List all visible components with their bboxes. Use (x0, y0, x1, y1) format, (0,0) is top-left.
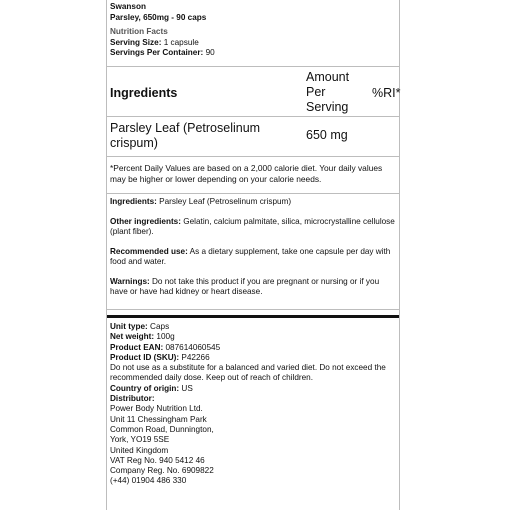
product-sku (110, 353, 400, 363)
servings-label: Servings Per Container: (110, 48, 204, 57)
ingredients-column-header: Ingredients (110, 86, 178, 100)
unit-type (110, 322, 400, 332)
distributor-line: Power Body Nutrition Ltd. (110, 404, 203, 414)
ingredient-amount: 650 mg (306, 128, 348, 142)
distributor-line: Common Road, Dunnington, (110, 424, 214, 434)
amount-column-header (306, 70, 364, 115)
warnings-value: Do not take this product if you are pregnant or nursing or if you have or have had kidney or heart disease. (110, 276, 380, 296)
country-of-origin-label: Country of origin: (110, 383, 180, 393)
servings-value: 90 (205, 48, 215, 57)
product-name: Parsley, 650mg - 90 caps (110, 12, 207, 22)
serving-size-label: Serving Size: (110, 37, 162, 47)
serving-size (110, 38, 402, 49)
ingredients-detail-value: Parsley Leaf (Petroselinum crispum) (159, 197, 292, 206)
distributor-line: VAT Reg No. 940 5412 46 (110, 455, 205, 465)
ingredients-detail-label: Ingredients: (110, 197, 157, 206)
details-section (107, 194, 399, 310)
amount-header-line: Per (306, 85, 326, 99)
recommended-use-label: Recommended use: (110, 246, 188, 256)
net-weight-value: 100g (156, 332, 175, 342)
recommended-use-value: As a dietary supplement, take one capsule per day with food and water. (110, 246, 391, 266)
amount-header-line: Serving (306, 100, 349, 114)
facts-title: Nutrition Facts (110, 27, 168, 36)
ri-column-header: %RI* (372, 86, 401, 100)
divider (107, 116, 399, 117)
divider (107, 309, 399, 310)
supplement-label (106, 0, 400, 510)
daily-values-footnote: *Percent Daily Values are based on a 2,000 calorie diet. Your daily values may be higher or lower depending on your calorie needs. (110, 163, 383, 184)
net-weight-label: Net weight: (110, 332, 155, 342)
distributor-line: Company Reg. No. 6909822 (110, 466, 214, 476)
distributor-label: Distributor: (110, 394, 155, 404)
recommended-use (110, 247, 396, 268)
other-ingredients-label: Other ingredients: (110, 216, 181, 226)
thick-divider (107, 315, 399, 318)
brand-name: Swanson (110, 2, 146, 11)
unit-type-value: Caps (150, 322, 170, 331)
distributor-line: (+44) 01904 486 330 (110, 476, 187, 486)
net-weight (110, 332, 400, 342)
ingredients-detail (110, 197, 396, 208)
distributor-line: York, YO19 5SE (110, 435, 170, 445)
warnings-label: Warnings: (110, 276, 150, 286)
amount-header-line: Amount (306, 70, 350, 84)
product-sku-label: Product ID (SKU): (110, 352, 180, 362)
divider (107, 156, 399, 157)
label-header (107, 2, 402, 59)
country-of-origin (110, 384, 400, 394)
ingredient-name: Parsley Leaf (Petroselinum crispum) (110, 121, 261, 150)
disclaimer: Do not use as a substitute for a balanced and varied diet. Do not exceed the recommended daily dose. Keep out of reach of children. (110, 363, 386, 383)
distributor-line: Unit 11 Chessingham Park (110, 414, 207, 424)
product-ean (110, 343, 400, 353)
country-of-origin-value: US (181, 383, 193, 393)
servings-per-container (110, 48, 402, 59)
unit-type-label: Unit type: (110, 322, 148, 331)
warnings (110, 277, 396, 298)
distributor-line: United Kingdom (110, 445, 169, 455)
product-ean-label: Product EAN: (110, 342, 164, 352)
other-ingredients (110, 217, 396, 238)
other-ingredients-value: Gelatin, calcium palmitate, silica, microcrystalline cellulose (plant fiber). (110, 216, 395, 236)
product-sku-value: P42266 (181, 352, 210, 362)
serving-size-value: 1 capsule (163, 37, 199, 47)
product-info (110, 322, 400, 487)
product-ean-value: 087614060545 (165, 342, 221, 352)
divider (107, 66, 399, 67)
